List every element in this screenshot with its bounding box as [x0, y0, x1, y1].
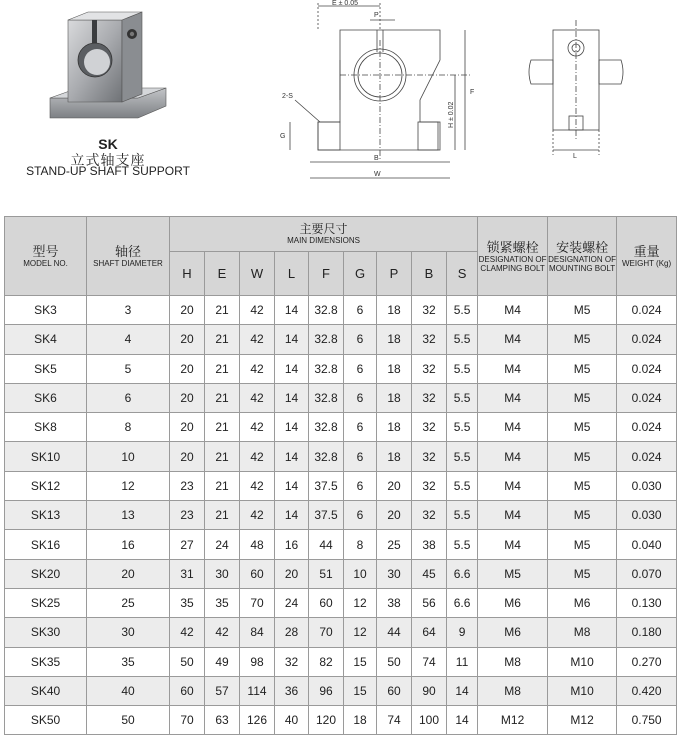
cell-weight: 0.024 — [617, 383, 677, 412]
cell-mounting-bolt: M5 — [548, 325, 617, 354]
cell-b: 32 — [412, 296, 447, 325]
cell-weight: 0.024 — [617, 296, 677, 325]
cell-model: SK5 — [5, 354, 87, 383]
cell-w: 42 — [240, 296, 275, 325]
cell-p: 44 — [377, 618, 412, 647]
header-dim-p: P — [377, 252, 412, 296]
cell-f: 32.8 — [309, 442, 344, 471]
cell-weight: 0.024 — [617, 442, 677, 471]
cell-e: 35 — [205, 588, 240, 617]
cell-s: 9 — [447, 618, 478, 647]
cell-shaft-diameter: 25 — [87, 588, 170, 617]
cell-e: 21 — [205, 354, 240, 383]
cell-clamping-bolt: M6 — [478, 618, 548, 647]
cell-h: 23 — [170, 501, 205, 530]
cell-b: 32 — [412, 383, 447, 412]
table-row — [5, 559, 677, 588]
cell-w: 98 — [240, 647, 275, 676]
cell-l: 14 — [275, 471, 309, 500]
cell-clamping-bolt: M4 — [478, 413, 548, 442]
cell-g: 6 — [344, 325, 377, 354]
cell-l: 14 — [275, 325, 309, 354]
dim-label-2s: 2-S — [282, 93, 293, 100]
header-dim-w: W — [240, 252, 275, 296]
table-row — [5, 413, 677, 442]
cell-weight: 0.130 — [617, 588, 677, 617]
cell-weight: 0.024 — [617, 413, 677, 442]
cell-shaft-diameter: 30 — [87, 618, 170, 647]
cell-w: 42 — [240, 325, 275, 354]
header-dim-l: L — [275, 252, 309, 296]
cell-e: 24 — [205, 530, 240, 559]
cell-w: 114 — [240, 676, 275, 705]
header-main-dimensions: 主要尺寸 MAIN DIMENSIONS — [170, 217, 478, 252]
cell-b: 32 — [412, 471, 447, 500]
cell-mounting-bolt: M8 — [548, 618, 617, 647]
table-row — [5, 588, 677, 617]
table-row — [5, 501, 677, 530]
cell-h: 35 — [170, 588, 205, 617]
product-photo — [42, 10, 172, 132]
cell-f: 82 — [309, 647, 344, 676]
cell-f: 32.8 — [309, 413, 344, 442]
cell-w: 126 — [240, 706, 275, 735]
cell-w: 42 — [240, 354, 275, 383]
cell-g: 6 — [344, 383, 377, 412]
cell-shaft-diameter: 6 — [87, 383, 170, 412]
cell-model: SK16 — [5, 530, 87, 559]
cell-w: 42 — [240, 471, 275, 500]
cell-mounting-bolt: M5 — [548, 559, 617, 588]
cell-shaft-diameter: 13 — [87, 501, 170, 530]
cell-g: 6 — [344, 354, 377, 383]
cell-h: 20 — [170, 325, 205, 354]
cell-p: 18 — [377, 442, 412, 471]
cell-e: 42 — [205, 618, 240, 647]
cell-e: 21 — [205, 413, 240, 442]
cell-g: 12 — [344, 588, 377, 617]
cell-f: 44 — [309, 530, 344, 559]
cell-b: 32 — [412, 413, 447, 442]
cell-w: 60 — [240, 559, 275, 588]
cell-l: 16 — [275, 530, 309, 559]
cell-clamping-bolt: M6 — [478, 588, 548, 617]
cell-f: 32.8 — [309, 383, 344, 412]
cell-model: SK50 — [5, 706, 87, 735]
cell-h: 20 — [170, 296, 205, 325]
cell-b: 32 — [412, 354, 447, 383]
cell-model: SK3 — [5, 296, 87, 325]
cell-clamping-bolt: M4 — [478, 354, 548, 383]
cell-shaft-diameter: 3 — [87, 296, 170, 325]
cell-f: 32.8 — [309, 296, 344, 325]
cell-shaft-diameter: 20 — [87, 559, 170, 588]
cell-model: SK25 — [5, 588, 87, 617]
cell-mounting-bolt: M10 — [548, 676, 617, 705]
cell-l: 40 — [275, 706, 309, 735]
cell-g: 6 — [344, 413, 377, 442]
cell-e: 30 — [205, 559, 240, 588]
header-model: 型号 MODEL NO. — [5, 217, 87, 296]
cell-s: 6.6 — [447, 588, 478, 617]
cell-s: 11 — [447, 647, 478, 676]
cell-w: 42 — [240, 413, 275, 442]
cell-e: 21 — [205, 383, 240, 412]
table-row — [5, 354, 677, 383]
cell-p: 18 — [377, 354, 412, 383]
cell-weight: 0.024 — [617, 354, 677, 383]
spec-table — [4, 216, 677, 735]
cell-e: 63 — [205, 706, 240, 735]
cell-g: 6 — [344, 471, 377, 500]
cell-l: 14 — [275, 354, 309, 383]
cell-f: 60 — [309, 588, 344, 617]
table-row — [5, 530, 677, 559]
cell-clamping-bolt: M5 — [478, 559, 548, 588]
cell-w: 84 — [240, 618, 275, 647]
cell-shaft-diameter: 50 — [87, 706, 170, 735]
cell-b: 32 — [412, 442, 447, 471]
cell-l: 28 — [275, 618, 309, 647]
cell-s: 5.5 — [447, 530, 478, 559]
cell-h: 31 — [170, 559, 205, 588]
cell-e: 21 — [205, 471, 240, 500]
cell-model: SK12 — [5, 471, 87, 500]
table-row — [5, 676, 677, 705]
cell-h: 20 — [170, 383, 205, 412]
cell-weight: 0.040 — [617, 530, 677, 559]
cell-h: 70 — [170, 706, 205, 735]
cell-shaft-diameter: 35 — [87, 647, 170, 676]
cell-weight: 0.070 — [617, 559, 677, 588]
cell-e: 49 — [205, 647, 240, 676]
cell-clamping-bolt: M4 — [478, 471, 548, 500]
cell-g: 15 — [344, 676, 377, 705]
cell-clamping-bolt: M4 — [478, 501, 548, 530]
cell-model: SK40 — [5, 676, 87, 705]
cell-p: 60 — [377, 676, 412, 705]
cell-model: SK4 — [5, 325, 87, 354]
dim-label-p: P — [374, 12, 379, 19]
header-shaft-diameter: 轴径 SHAFT DIAMETER — [87, 217, 170, 296]
cell-e: 21 — [205, 296, 240, 325]
header-dim-e: E — [205, 252, 240, 296]
cell-p: 25 — [377, 530, 412, 559]
header-mounting-bolt: 安装螺栓 DESIGNATION OF MOUNTING BOLT — [548, 217, 617, 296]
cell-p: 74 — [377, 706, 412, 735]
table-row — [5, 325, 677, 354]
cell-mounting-bolt: M10 — [548, 647, 617, 676]
cell-f: 120 — [309, 706, 344, 735]
cell-model: SK20 — [5, 559, 87, 588]
cell-shaft-diameter: 4 — [87, 325, 170, 354]
product-title-en: STAND-UP SHAFT SUPPORT — [26, 164, 190, 178]
cell-b: 90 — [412, 676, 447, 705]
cell-h: 20 — [170, 413, 205, 442]
cell-h: 50 — [170, 647, 205, 676]
dim-label-f: F — [470, 89, 475, 96]
cell-f: 37.5 — [309, 471, 344, 500]
cell-h: 20 — [170, 442, 205, 471]
cell-model: SK6 — [5, 383, 87, 412]
spec-table-body — [5, 296, 677, 735]
cell-clamping-bolt: M8 — [478, 647, 548, 676]
cell-g: 6 — [344, 501, 377, 530]
dim-label-g: G — [280, 133, 286, 140]
dim-label-w: W — [374, 171, 381, 178]
cell-p: 18 — [377, 325, 412, 354]
cell-f: 96 — [309, 676, 344, 705]
cell-f: 51 — [309, 559, 344, 588]
product-title-cn: 立式轴支座 — [70, 152, 146, 168]
cell-weight: 0.180 — [617, 618, 677, 647]
cell-mounting-bolt: M6 — [548, 588, 617, 617]
cell-mounting-bolt: M5 — [548, 296, 617, 325]
cell-model: SK13 — [5, 501, 87, 530]
table-row — [5, 618, 677, 647]
cell-s: 5.5 — [447, 501, 478, 530]
cell-f: 32.8 — [309, 325, 344, 354]
front-view-drawing — [270, 0, 510, 190]
cell-g: 8 — [344, 530, 377, 559]
cell-s: 5.5 — [447, 296, 478, 325]
cell-l: 14 — [275, 442, 309, 471]
table-row — [5, 442, 677, 471]
cell-e: 21 — [205, 325, 240, 354]
cell-e: 21 — [205, 501, 240, 530]
cell-s: 14 — [447, 706, 478, 735]
cell-l: 14 — [275, 501, 309, 530]
header-clamping-bolt: 锁紧螺栓 DESIGNATION OF CLAMPING BOLT — [478, 217, 548, 296]
cell-b: 38 — [412, 530, 447, 559]
cell-w: 42 — [240, 501, 275, 530]
cell-model: SK30 — [5, 618, 87, 647]
cell-weight: 0.270 — [617, 647, 677, 676]
cell-mounting-bolt: M5 — [548, 530, 617, 559]
cell-s: 5.5 — [447, 471, 478, 500]
cell-shaft-diameter: 8 — [87, 413, 170, 442]
cell-clamping-bolt: M4 — [478, 442, 548, 471]
cell-mounting-bolt: M5 — [548, 354, 617, 383]
cell-b: 56 — [412, 588, 447, 617]
cell-b: 100 — [412, 706, 447, 735]
cell-p: 38 — [377, 588, 412, 617]
table-row — [5, 471, 677, 500]
cell-clamping-bolt: M4 — [478, 530, 548, 559]
cell-w: 42 — [240, 383, 275, 412]
cell-shaft-diameter: 5 — [87, 354, 170, 383]
cell-g: 6 — [344, 296, 377, 325]
cell-b: 45 — [412, 559, 447, 588]
cell-clamping-bolt: M8 — [478, 676, 548, 705]
cell-s: 5.5 — [447, 413, 478, 442]
cell-mounting-bolt: M5 — [548, 442, 617, 471]
cell-p: 18 — [377, 296, 412, 325]
cell-model: SK8 — [5, 413, 87, 442]
cell-g: 12 — [344, 618, 377, 647]
cell-model: SK35 — [5, 647, 87, 676]
cell-p: 18 — [377, 413, 412, 442]
side-view-drawing — [525, 10, 635, 170]
cell-f: 70 — [309, 618, 344, 647]
cell-b: 32 — [412, 325, 447, 354]
cell-weight: 0.750 — [617, 706, 677, 735]
cell-l: 20 — [275, 559, 309, 588]
cell-p: 20 — [377, 471, 412, 500]
cell-b: 64 — [412, 618, 447, 647]
cell-s: 5.5 — [447, 354, 478, 383]
dim-label-b: B — [374, 155, 379, 162]
cell-f: 32.8 — [309, 354, 344, 383]
cell-l: 14 — [275, 413, 309, 442]
cell-p: 20 — [377, 501, 412, 530]
cell-w: 70 — [240, 588, 275, 617]
cell-weight: 0.030 — [617, 471, 677, 500]
table-row — [5, 647, 677, 676]
cell-f: 37.5 — [309, 501, 344, 530]
cell-mounting-bolt: M5 — [548, 501, 617, 530]
cell-s: 14 — [447, 676, 478, 705]
cell-h: 20 — [170, 354, 205, 383]
cell-b: 74 — [412, 647, 447, 676]
cell-weight: 0.420 — [617, 676, 677, 705]
table-row — [5, 706, 677, 735]
cell-h: 27 — [170, 530, 205, 559]
cell-w: 48 — [240, 530, 275, 559]
cell-g: 18 — [344, 706, 377, 735]
cell-p: 18 — [377, 383, 412, 412]
cell-g: 6 — [344, 442, 377, 471]
cell-l: 32 — [275, 647, 309, 676]
cell-w: 42 — [240, 442, 275, 471]
header-dim-f: F — [309, 252, 344, 296]
cell-s: 5.5 — [447, 442, 478, 471]
dim-label-l: L — [573, 153, 577, 160]
cell-clamping-bolt: M4 — [478, 383, 548, 412]
cell-e: 57 — [205, 676, 240, 705]
product-code: SK — [98, 136, 118, 152]
cell-e: 21 — [205, 442, 240, 471]
cell-s: 5.5 — [447, 325, 478, 354]
cell-mounting-bolt: M5 — [548, 383, 617, 412]
cell-mounting-bolt: M5 — [548, 471, 617, 500]
header-dim-h: H — [170, 252, 205, 296]
dim-label-e: E ± 0.05 — [332, 0, 359, 7]
header-dim-s: S — [447, 252, 478, 296]
cell-shaft-diameter: 12 — [87, 471, 170, 500]
cell-h: 60 — [170, 676, 205, 705]
cell-p: 50 — [377, 647, 412, 676]
cell-shaft-diameter: 16 — [87, 530, 170, 559]
cell-p: 30 — [377, 559, 412, 588]
cell-model: SK10 — [5, 442, 87, 471]
cell-weight: 0.030 — [617, 501, 677, 530]
cell-g: 10 — [344, 559, 377, 588]
cell-shaft-diameter: 10 — [87, 442, 170, 471]
cell-l: 24 — [275, 588, 309, 617]
header-weight: 重量 WEIGHT (Kg) — [617, 217, 677, 296]
cell-h: 42 — [170, 618, 205, 647]
cell-clamping-bolt: M4 — [478, 325, 548, 354]
cell-mounting-bolt: M5 — [548, 413, 617, 442]
header-area — [0, 0, 680, 210]
cell-s: 5.5 — [447, 383, 478, 412]
cell-mounting-bolt: M12 — [548, 706, 617, 735]
header-dim-g: G — [344, 252, 377, 296]
cell-b: 32 — [412, 501, 447, 530]
cell-l: 14 — [275, 383, 309, 412]
table-row — [5, 296, 677, 325]
cell-g: 15 — [344, 647, 377, 676]
cell-shaft-diameter: 40 — [87, 676, 170, 705]
cell-clamping-bolt: M12 — [478, 706, 548, 735]
dim-label-h: H ± 0.02 — [448, 101, 455, 128]
header-dim-b: B — [412, 252, 447, 296]
cell-l: 14 — [275, 296, 309, 325]
cell-clamping-bolt: M4 — [478, 296, 548, 325]
cell-weight: 0.024 — [617, 325, 677, 354]
cell-s: 6.6 — [447, 559, 478, 588]
table-row — [5, 383, 677, 412]
cell-l: 36 — [275, 676, 309, 705]
cell-h: 23 — [170, 471, 205, 500]
